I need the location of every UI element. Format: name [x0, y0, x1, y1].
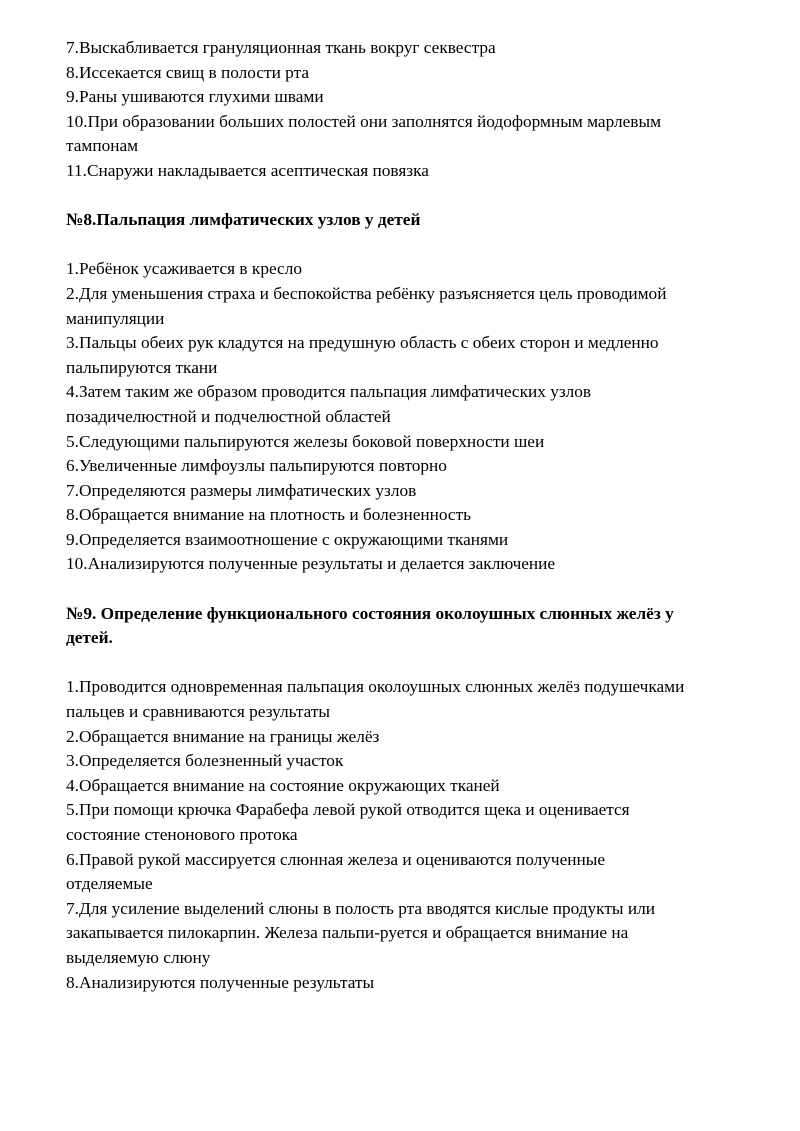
text-line: 1.Ребёнок усаживается в кресло [66, 259, 302, 279]
text-line: 9.Раны ушиваются глухими швами [66, 87, 324, 107]
text-line: 11.Снаружи накладывается асептическая повязка [66, 160, 429, 180]
text-line: 3.Определяется болезненный участок [66, 751, 344, 771]
text-line: 8.Иссекается свищ в полости рта [66, 62, 310, 82]
text-line: манипуляции [66, 308, 165, 328]
text-line: 10.При образовании больших полостей они заполнятся йодоформным марлевым [66, 111, 662, 131]
text-line: 7.Определяются размеры лимфатических узлов [66, 480, 417, 500]
section-9 [66, 602, 760, 996]
text-line: 8.Обращается внимание на плотность и болезненность [66, 505, 472, 525]
section-8 [66, 208, 760, 577]
text-line: 5.При помощи крючка Фарабефа левой рукой отводится щека и оценивается [66, 800, 630, 820]
text-line: 6.Правой рукой массируется слюнная железа и оцениваются полученные [66, 849, 606, 869]
text-line: позадичелюстной и подчелюстной областей [66, 406, 391, 426]
text-line: 6.Увеличенные лимфоузлы пальпируются повторно [66, 456, 447, 476]
text-line: отделяемые [66, 874, 153, 894]
text-line: 8.Анализируются полученные результаты [66, 972, 375, 992]
text-line: пальцев и сравниваются результаты [66, 702, 331, 722]
spacer [66, 577, 760, 602]
spacer [66, 651, 760, 676]
text-line: пальпируются ткани [66, 357, 218, 377]
text-line: 9.Определяется взаимоотношение с окружающими тканями [66, 529, 509, 549]
text-line: закапывается пилокарпин. Железа пальпи-руется и обращается внимание на [66, 923, 629, 943]
text-line: 2.Для уменьшения страха и беспокойства ребёнку разъясняется цель проводимой [66, 283, 667, 303]
spacer [66, 184, 760, 209]
text-line: тампонам [66, 136, 139, 156]
text-line: 2.Обращается внимание на границы желёз [66, 726, 380, 746]
text-line: состояние стенонового протока [66, 825, 298, 844]
section-8-title: №8.Пальпация лимфатических узлов у детей [66, 210, 421, 230]
text-line: 3.Пальцы обеих рук кладутся на предушную область с обеих сторон и медленно [66, 333, 659, 353]
text-line: 1.Проводится одновременная пальпация околоушных слюнных желёз подушечками [66, 677, 685, 697]
text-line: 4.Затем таким же образом проводится пальпация лимфатических узлов [66, 382, 592, 402]
section-7-tail [66, 36, 760, 184]
text-line: 10.Анализируются полученные результаты и делается заключение [66, 554, 556, 574]
text-line: 5.Следующими пальпируются железы боковой поверхности шеи [66, 431, 545, 451]
text-line: 4.Обращается внимание на состояние окружающих тканей [66, 775, 500, 795]
text-line: 7.Выскабливается грануляционная ткань вокруг секвестра [66, 38, 496, 57]
section-9-title-cont: детей. [66, 628, 113, 648]
text-line: выделяемую слюну [66, 947, 211, 967]
text-line: 7.Для усиление выделений слюны в полость рта вводятся кислые продукты или [66, 898, 655, 918]
section-9-title: №9. Определение функционального состояния околоушных слюнных желёз у [66, 603, 674, 623]
spacer [66, 233, 760, 258]
